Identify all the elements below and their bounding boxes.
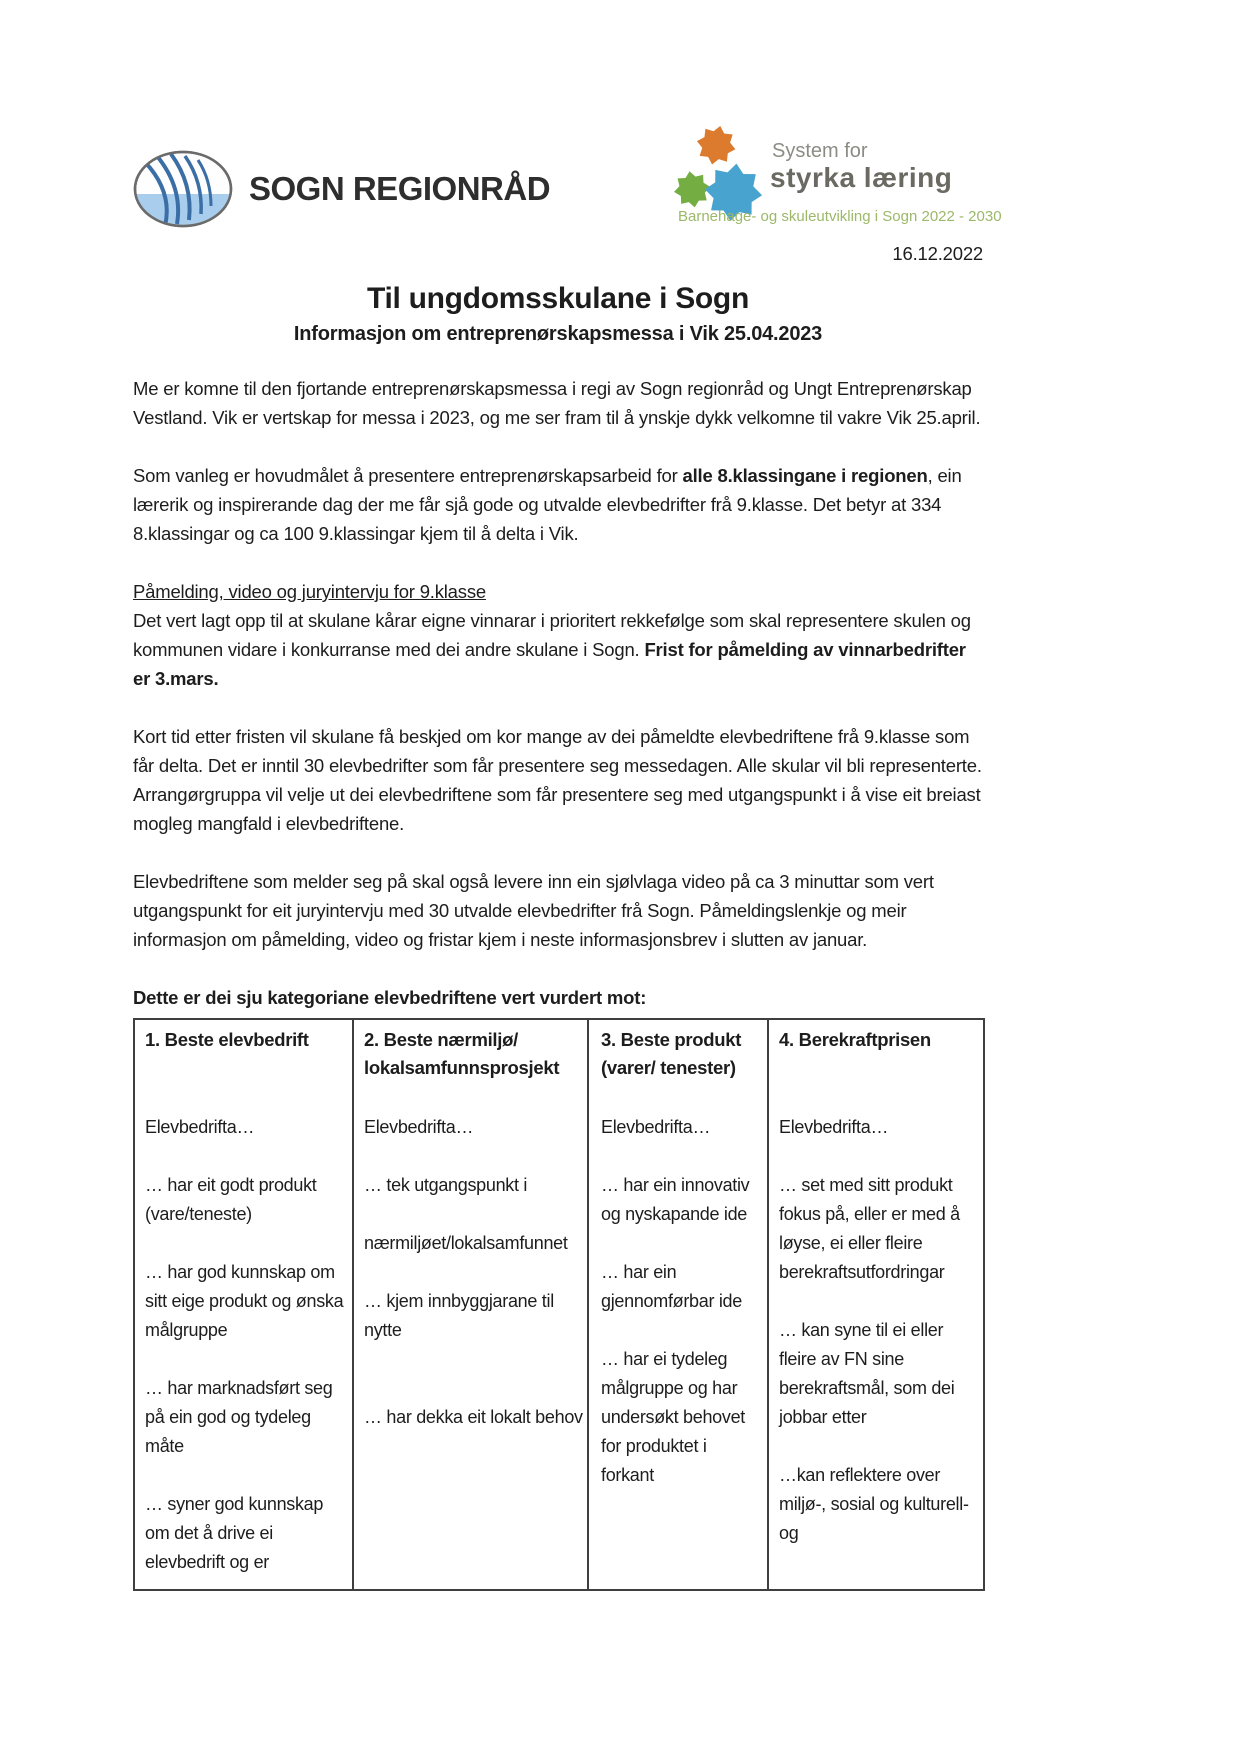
cell-item: … har ein gjennomførbar ide — [601, 1262, 742, 1311]
categories-table-row — [134, 1019, 984, 1590]
sogn-regionraad-label: SOGN REGIONRÅD — [249, 170, 551, 207]
table-intro: Dette er dei sju kategoriane elevbedriftene vert vurdert mot: — [133, 987, 647, 1008]
paragraph-goal: Som vanleg er hovudmålet å presentere entreprenørskapsarbeid for alle 8.klassingane i regionen, ein lærerik og inspirerande dag der me får sjå gode og utvalde elevbedrifter frå 9.klasse. Det betyr at 334 8.klassingar og ca 100 9.klassingar kjem til å delta i Vik. — [133, 465, 962, 544]
paragraph-video: Elevbedriftene som melder seg på skal også levere inn ein sjølvlaga video på ca 3 minuttar som vert utgangspunkt for eit juryintervju med 30 utvalde elevbedrifter frå Sogn. Påmeldingslenkje og meir informasjon om påmelding, video og fristar kjem i neste informasjonsbrev i slutten av januar. — [133, 871, 934, 950]
table-column-header: 3. Beste produkt (varer/ tenester) — [601, 1029, 742, 1078]
paragraph-intro: Me er komne til den fjortande entreprenørskapsmessa i regi av Sogn regionråd og Ungt Entreprenørskap Vestland. Vik er vertskap for messa i 2023, og me ser fram til å ynskje dykk velkomne til vakre Vik 25.april. — [133, 378, 981, 428]
page-subtitle: Informasjon om entreprenørskapsmessa i Vik 25.04.2023 — [293, 323, 823, 345]
cell-item: … syner god kunnskap om det å drive ei elevbedrift og er — [145, 1494, 324, 1572]
section-heading: Påmelding, video og juryintervju for 9.klasse — [133, 581, 486, 602]
cell-item: Elevbedrifta… — [364, 1117, 474, 1137]
cell-item: nærmiljøet/lokalsamfunnet — [364, 1233, 568, 1253]
cell-item: Elevbedrifta… — [601, 1117, 711, 1137]
table-cell-3 — [588, 1019, 768, 1590]
date-label: 16.12.2022 — [892, 243, 983, 264]
cell-item: … har eit godt produkt (vare/teneste) — [145, 1175, 317, 1224]
page-title: Til ungdomsskulane i Sogn — [367, 282, 749, 315]
cell-item: … har ein innovativ og nyskapande ide — [601, 1175, 750, 1224]
cell-item: … kan syne til ei eller fleire av FN sine berekraftsmål, som dei jobbar etter — [779, 1320, 955, 1427]
table-column-header: 1. Beste elevbedrift — [145, 1029, 309, 1050]
paragraph-selection: Kort tid etter fristen vil skulane få beskjed om kor mange av dei påmeldte elevbedriftene frå 9.klasse som får delta. Det er inntil 30 elevbedrifter som får presentere seg messedagen. Alle skular vil bli representerte. Arrangørgruppa vil velje ut dei elevbedriftene som får presentere seg med utgangspunkt i å vise eit breiast mogleg mangfald i elevbedriftene. — [133, 726, 982, 834]
paragraph-registration: Det vert lagt opp til at skulane kårar eigne vinnarar i prioritert rekkefølge som skal representere skulen og kommunen vidare i konkurranse med dei andre skulane i Sogn. Frist for påmelding av vinnarbedrifter er 3.mars. — [133, 610, 971, 689]
cell-item: Elevbedrifta… — [779, 1117, 889, 1137]
styrka-laering-label: styrka læring — [770, 162, 953, 193]
cell-item: … har ei tydeleg målgruppe og har undersøkt behovet for produktet i forkant — [601, 1349, 745, 1485]
logo-subtitle-label: Barnehage- og skuleutvikling i Sogn 2022 - 2030 — [678, 208, 1002, 225]
cell-item: … set med sitt produkt fokus på, eller er med å løyse, ei eller fleire berekraftsutfordringar — [779, 1175, 960, 1282]
table-column-header: 4. Berekraftprisen — [779, 1029, 931, 1050]
cell-item: … kjem innbyggjarane til nytte — [364, 1291, 554, 1340]
cell-item: … har god kunnskap om sitt eige produkt og ønska målgruppe — [145, 1262, 344, 1340]
system-for-label: System for — [772, 140, 868, 162]
table-column-header: 2. Beste nærmiljø/ lokalsamfunnsprosjekt — [364, 1029, 560, 1078]
categories-table — [133, 1018, 985, 1591]
table-cell-2 — [353, 1019, 588, 1590]
cell-item: …kan reflektere over miljø-, sosial og kulturell- og — [779, 1465, 969, 1543]
cell-item: … har dekka eit lokalt behov — [364, 1407, 583, 1427]
table-cell-4 — [768, 1019, 984, 1590]
cell-item: Elevbedrifta… — [145, 1117, 255, 1137]
table-cell-1 — [134, 1019, 353, 1590]
letter-body — [133, 0, 983, 1591]
cell-item: … har marknadsført seg på ein god og tydeleg måte — [145, 1378, 333, 1456]
cell-item: … tek utgangspunkt i — [364, 1175, 528, 1195]
